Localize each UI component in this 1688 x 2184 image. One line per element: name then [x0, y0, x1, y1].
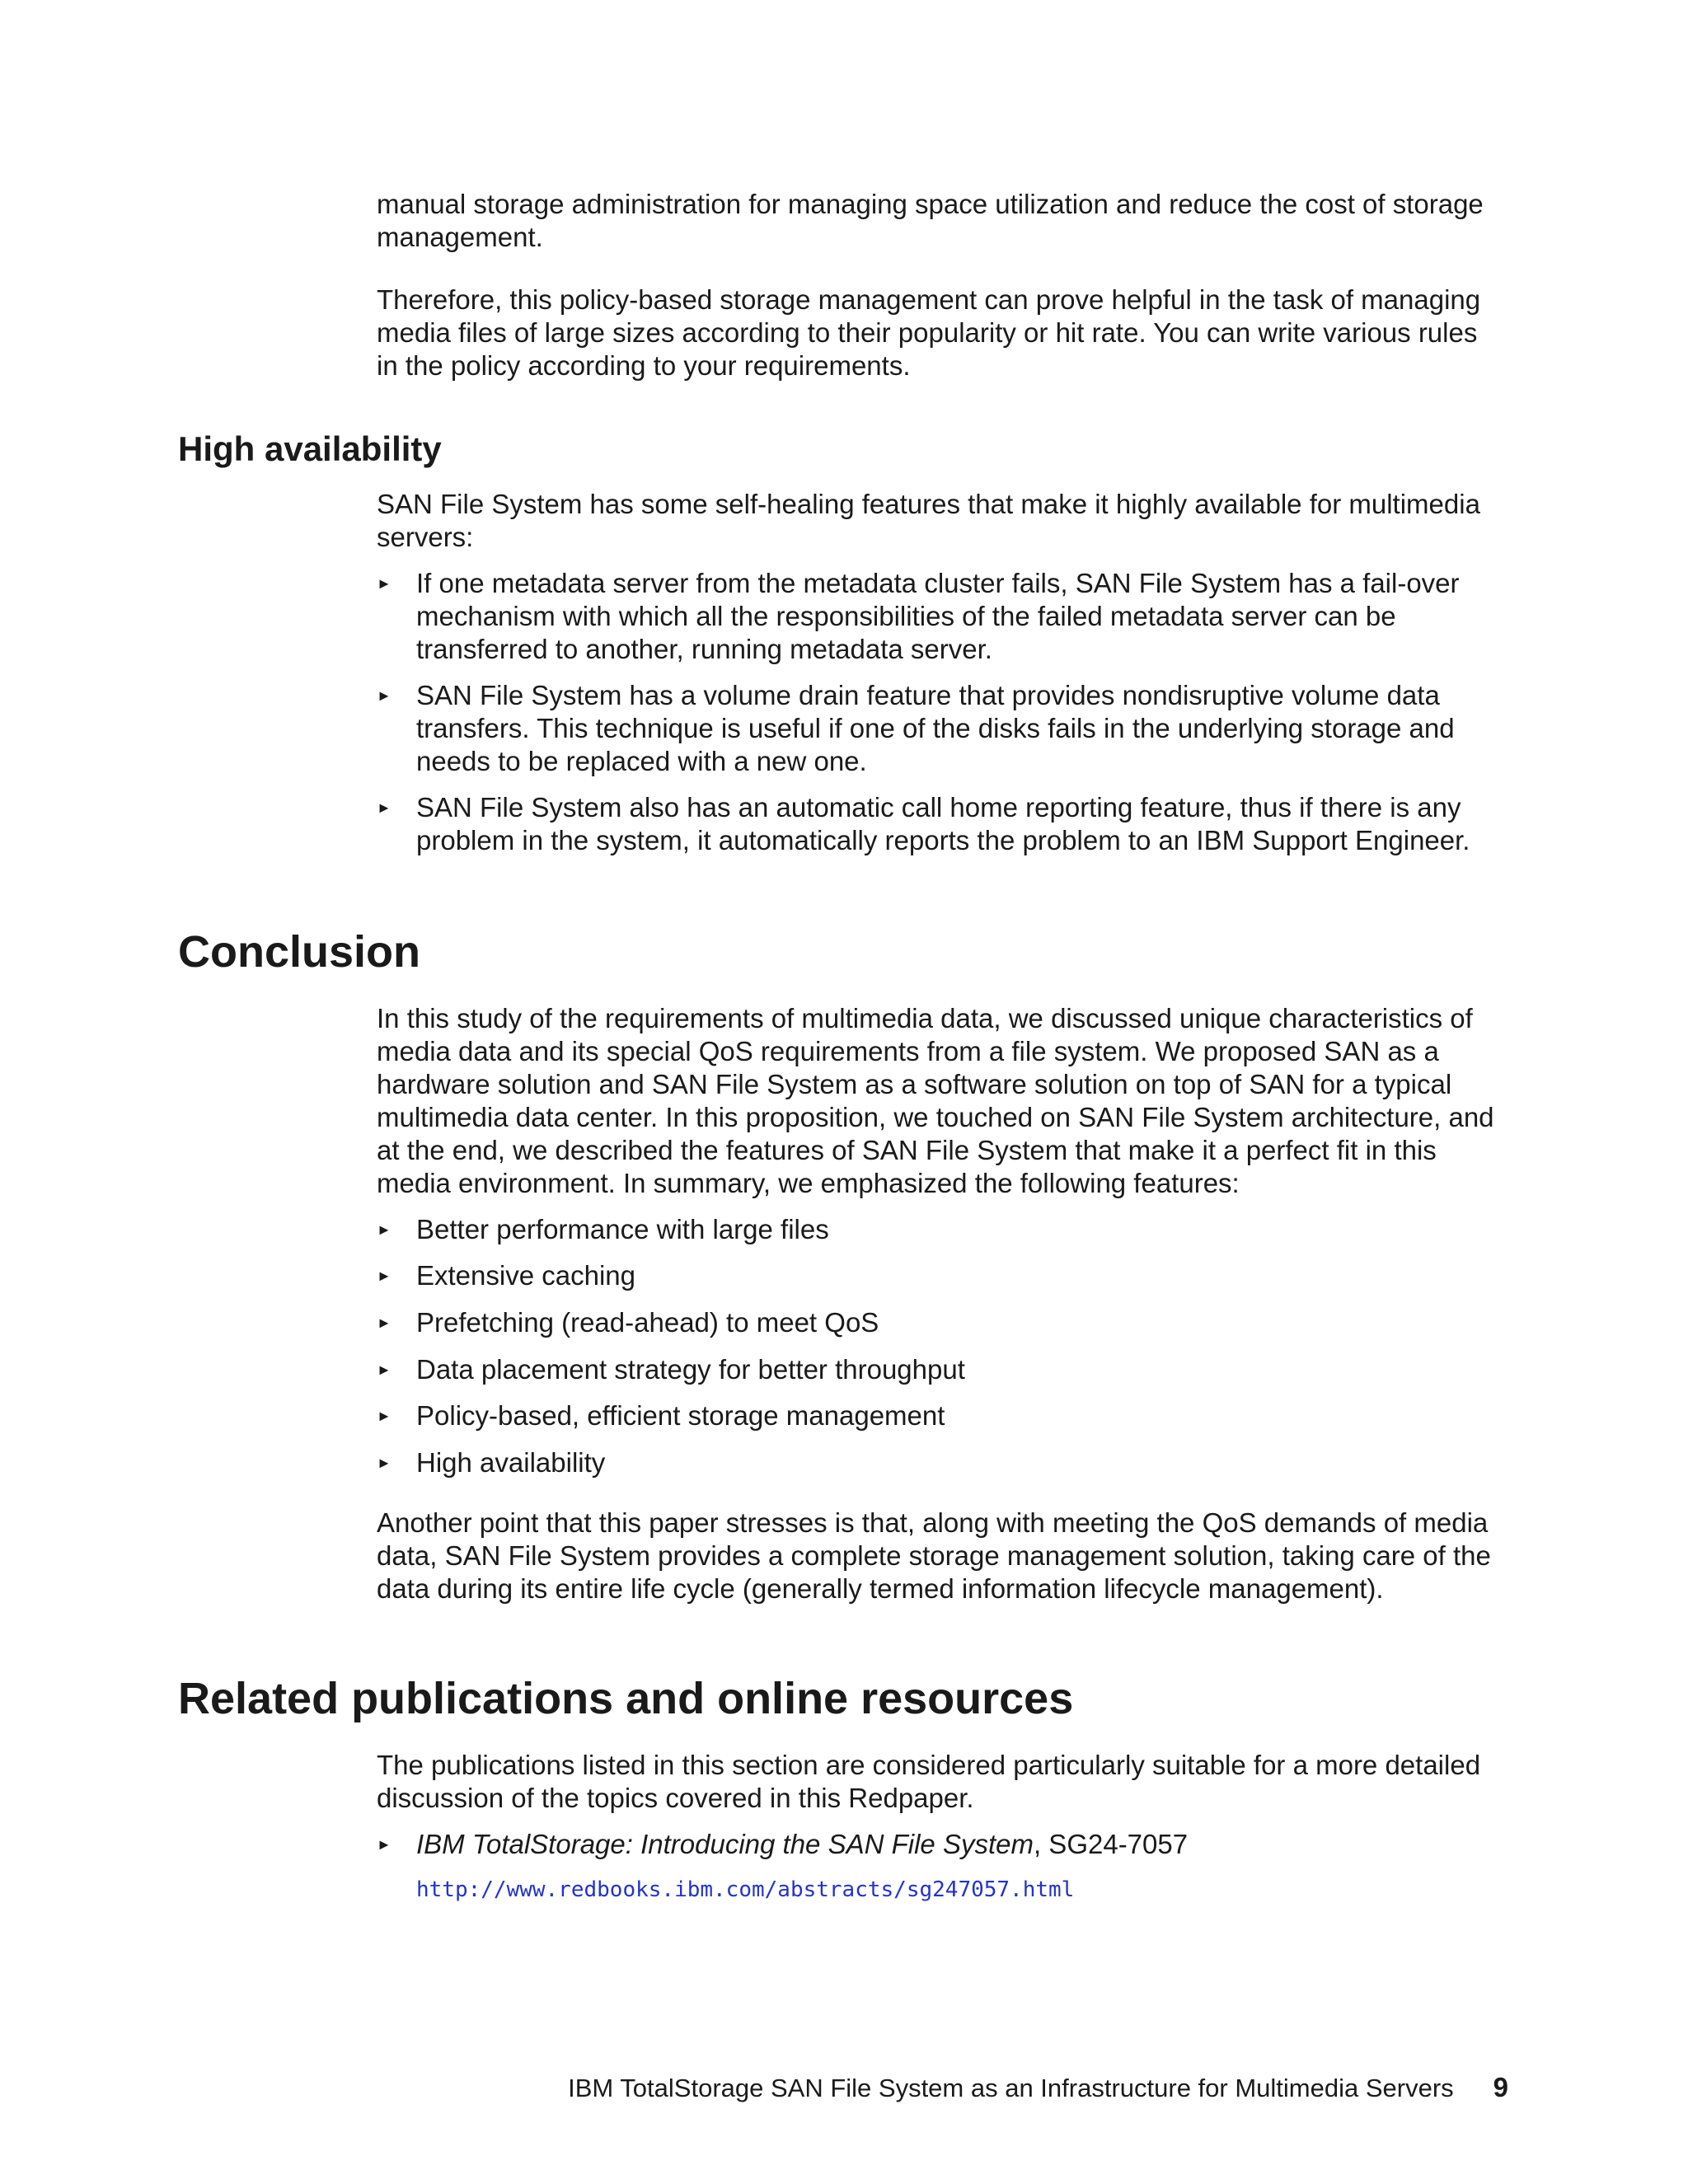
heading-related-publications: Related publications and online resources	[178, 1674, 1074, 1723]
list-item	[377, 1353, 1514, 1386]
bullet-arrow-icon: ►	[377, 1315, 392, 1331]
list-item	[377, 791, 1514, 857]
list-item	[377, 567, 1514, 666]
list-item-text: SAN File System also has an automatic call home reporting feature, thus if there is any problem in the system, it automatically reports the problem to an IBM Support Engineer.	[416, 792, 1470, 855]
list-item	[377, 1259, 1514, 1292]
footer-title: IBM TotalStorage SAN File System as an Infrastructure for Multimedia Servers	[568, 2074, 1454, 2102]
high-availability-intro: SAN File System has some self-healing features that make it highly available for multimedia servers:	[377, 489, 1480, 552]
list-item	[377, 1306, 1514, 1339]
list-item	[377, 1828, 1514, 1861]
heading-conclusion: Conclusion	[178, 927, 420, 977]
list-item-text: Policy-based, efficient storage management	[416, 1400, 945, 1431]
bullet-arrow-icon: ►	[377, 1221, 392, 1238]
list-item-text: If one metadata server from the metadata cluster fails, SAN File System has a fail-over mechanism with which all the responsibilities of the failed metadata server can be transferred to another, running metadata server.	[416, 568, 1460, 664]
bullet-arrow-icon: ►	[377, 1408, 392, 1424]
bullet-arrow-icon: ►	[377, 1836, 392, 1853]
bullet-arrow-icon: ►	[377, 1361, 392, 1378]
intro-paragraph-1: manual storage administration for managing space utilization and reduce the cost of storage management.	[377, 189, 1484, 252]
publication-title: IBM TotalStorage: Introducing the SAN File System	[416, 1829, 1034, 1859]
publication-number: , SG24-7057	[1033, 1829, 1189, 1859]
list-item-text: Prefetching (read-ahead) to meet QoS	[416, 1307, 879, 1338]
heading-high-availability: High availability	[178, 429, 442, 468]
bullet-arrow-icon: ►	[377, 1455, 392, 1471]
list-item-text: Extensive caching	[416, 1260, 635, 1291]
list-item-text: Data placement strategy for better throughput	[416, 1354, 965, 1385]
list-item	[377, 1446, 1514, 1479]
list-item-text: SAN File System has a volume drain feature that provides nondisruptive volume data transfers. This technique is useful if one of the disks fails in the underlying storage and needs to be replaced with a new one.	[416, 680, 1455, 776]
bullet-arrow-icon: ►	[377, 1268, 392, 1284]
list-item	[377, 1213, 1514, 1246]
page-footer	[412, 2071, 1508, 2105]
publication-link[interactable]: http://www.redbooks.ibm.com/abstracts/sg247057.html	[416, 1877, 1075, 1902]
bullet-arrow-icon: ►	[377, 799, 392, 816]
intro-paragraph-2: Therefore, this policy-based storage management can prove helpful in the task of managing media files of large sizes according to their popularity or hit rate. You can write various rules in the policy according to your requirements.	[377, 284, 1481, 381]
conclusion-paragraph-1: In this study of the requirements of multimedia data, we discussed unique characteristics of media data and its special QoS requirements from a file system. We proposed SAN as a hardware solution and SAN File System as a software solution on top of SAN for a typical multimedia data center. In this proposition, we touched on SAN File System architecture, and at the end, we described the features of SAN File System that make it a perfect fit in this media environment. In summary, we emphasized the following features:	[377, 1003, 1494, 1198]
list-item	[377, 679, 1514, 778]
conclusion-paragraph-2: Another point that this paper stresses is that, along with meeting the QoS demands of media data, SAN File System provides a complete storage management solution, taking care of the data during its entire life cycle (generally termed information lifecycle management).	[377, 1507, 1491, 1604]
page-number: 9	[1493, 2072, 1508, 2102]
related-paragraph: The publications listed in this section are considered particularly suitable for a more detailed discussion of the topics covered in this Redpaper.	[377, 1750, 1481, 1813]
publication-entry	[416, 1828, 1514, 1861]
bullet-arrow-icon: ►	[377, 575, 392, 592]
bullet-arrow-icon: ►	[377, 687, 392, 704]
list-item	[377, 1399, 1514, 1432]
list-item-text: High availability	[416, 1447, 606, 1478]
list-item-text: Better performance with large files	[416, 1214, 829, 1244]
